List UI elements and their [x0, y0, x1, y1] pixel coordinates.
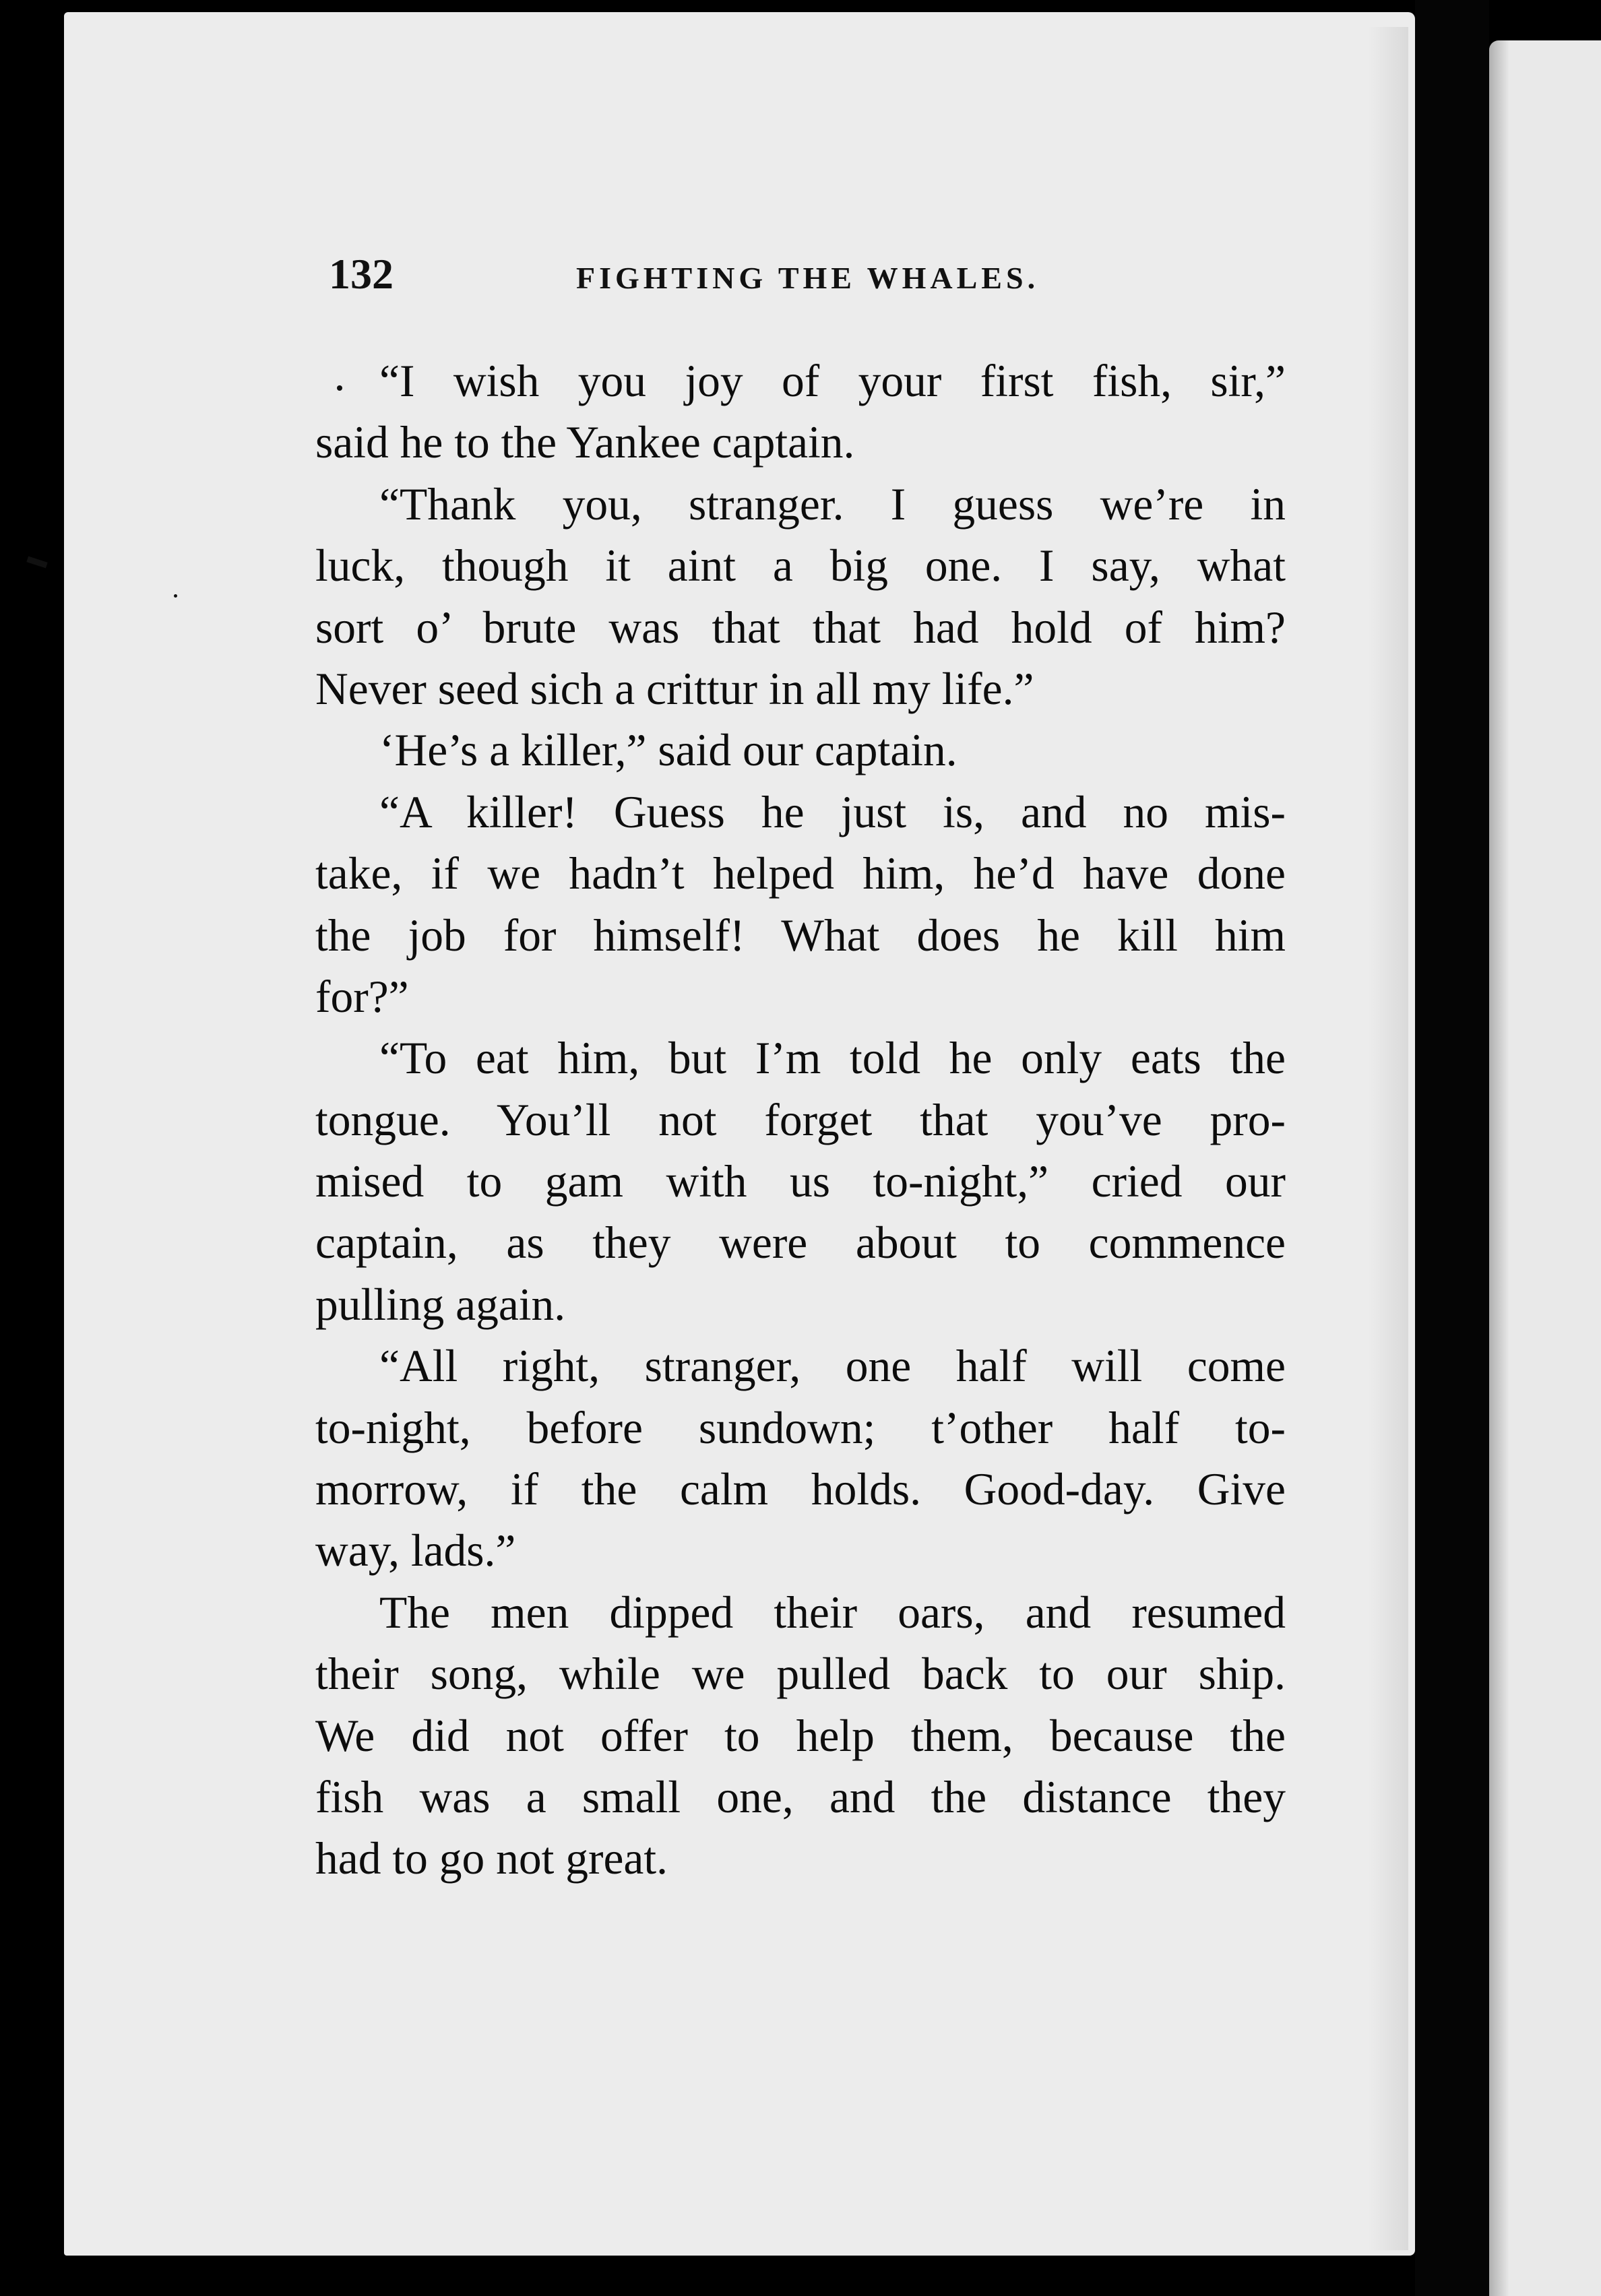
text-line: “All right, stranger, one half will come — [379, 1341, 1286, 1392]
scan-speck — [174, 594, 177, 598]
text-line: for?” — [315, 971, 409, 1022]
page-number: 132 — [329, 250, 394, 298]
book-gutter — [1415, 0, 1489, 2296]
text-line: tongue. You’ll not forget that you’ve pro- — [315, 1094, 1286, 1145]
text-line: “A killer! Guess he just is, and no mis- — [379, 786, 1286, 837]
scan-speck — [26, 556, 47, 569]
text-line: “To eat him, but I’m told he only eats the — [379, 1033, 1286, 1084]
text-line: “I wish you joy of your first fish, sir,” — [379, 356, 1286, 406]
body-text — [315, 350, 1286, 1890]
adjacent-page-shade — [1489, 40, 1509, 2296]
text-line: way, lads.” — [315, 1525, 516, 1576]
text-line: had to go not great. — [315, 1833, 668, 1884]
page-edge-shadow — [1368, 27, 1408, 2250]
text-line: take, if we hadn’t helped him, he’d have done — [315, 848, 1286, 899]
text-line: said he to the Yankee captain. — [315, 417, 855, 468]
text-line: ‘He’s a killer,” said our captain. — [379, 725, 958, 776]
text-line: morrow, if the calm holds. Good-day. Give — [315, 1464, 1286, 1515]
running-title: FIGHTING THE WHALES. — [576, 261, 1040, 295]
text-line: to-night, before sundown; t’other half to- — [315, 1402, 1286, 1453]
text-line: the job for himself! What does he kill him — [315, 910, 1286, 961]
text-line: sort o’ brute was that that had hold of him? — [315, 602, 1286, 653]
text-line: captain, as they were about to commence — [315, 1217, 1286, 1269]
text-line: pulling again. — [315, 1279, 566, 1330]
text-line: their song, while we pulled back to our ship. — [315, 1649, 1286, 1700]
text-line: luck, though it aint a big one. I say, what — [315, 540, 1286, 592]
text-line: We did not offer to help them, because the — [315, 1710, 1286, 1761]
text-line: “Thank you, stranger. I guess we’re in — [379, 478, 1286, 530]
text-line: fish was a small one, and the distance they — [315, 1771, 1286, 1822]
text-line: Never seed sich a crittur in all my life.” — [315, 663, 1034, 714]
text-line: The men dipped their oars, and resumed — [379, 1587, 1286, 1638]
text-line: mised to gam with us to-night,” cried our — [315, 1156, 1286, 1207]
